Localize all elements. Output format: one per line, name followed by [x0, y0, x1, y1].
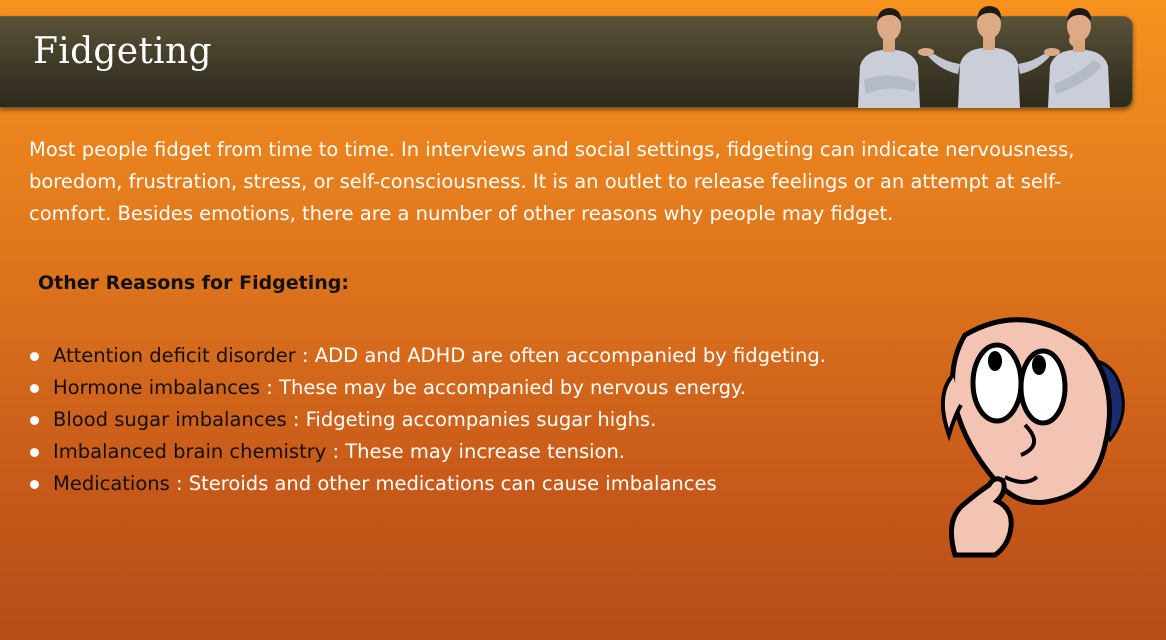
- reason-term: Imbalanced brain chemistry: [53, 440, 327, 463]
- three-men-photo: [850, 0, 1125, 108]
- list-item: [28, 340, 826, 372]
- bullet-icon: [30, 480, 39, 489]
- list-item: [28, 372, 826, 404]
- slide-title: Fidgeting: [33, 31, 212, 72]
- reason-term: Hormone imbalances: [53, 376, 261, 399]
- reason-term: Medications: [53, 472, 170, 495]
- list-item: [28, 468, 826, 500]
- reason-term: Blood sugar imbalances: [53, 408, 287, 431]
- reasons-list: [28, 340, 826, 500]
- man-arms-crossed: [858, 8, 920, 108]
- thinking-cartoon-icon: [925, 305, 1135, 560]
- reason-description: Fidgeting accompanies sugar highs.: [305, 408, 657, 431]
- reason-term: Attention deficit disorder: [53, 344, 296, 367]
- reason-description: ADD and ADHD are often accompanied by fidgeting.: [314, 344, 826, 367]
- list-item: [28, 404, 826, 436]
- bullet-icon: [30, 448, 39, 457]
- reason-separator: :: [260, 376, 280, 399]
- man-thinking: [1048, 8, 1110, 108]
- reason-separator: :: [295, 344, 315, 367]
- reason-description: Steroids and other medications can cause imbalances: [188, 472, 717, 495]
- bullet-icon: [30, 384, 39, 393]
- reasons-heading: Other Reasons for Fidgeting:: [38, 272, 349, 294]
- man-shrugging: [918, 6, 1060, 108]
- bullet-icon: [30, 352, 39, 361]
- reason-description: These may be accompanied by nervous energy.: [279, 376, 746, 399]
- list-item: [28, 436, 826, 468]
- intro-paragraph: Most people fidget from time to time. In interviews and social settings, fidgeting can indicate nervousness, boredom, frustration, stress, or self-consciousness. It is an outlet to release feelings or an attempt at self-comfort. Besides emotions, there are a number of other reasons why people may fidget.: [29, 138, 1075, 225]
- bullet-icon: [30, 416, 39, 425]
- reason-separator: :: [286, 408, 306, 431]
- reason-separator: :: [326, 440, 346, 463]
- reason-separator: :: [169, 472, 189, 495]
- reason-description: These may increase tension.: [345, 440, 626, 463]
